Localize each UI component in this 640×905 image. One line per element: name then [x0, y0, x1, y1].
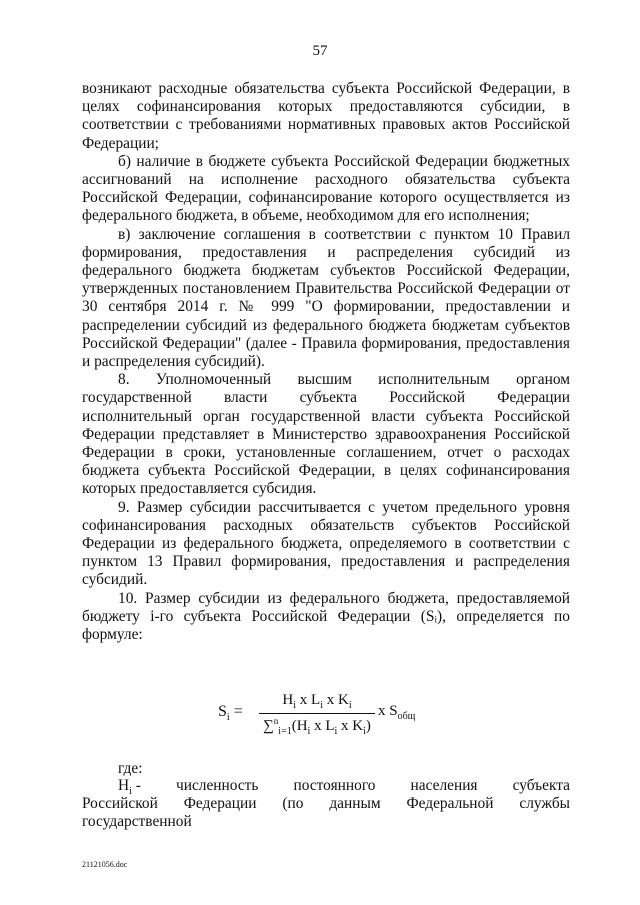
formula-denominator: $\sum^n_{i=1}(H_i$ x $L_i$ x $K_i$)	[263, 716, 371, 737]
paragraph: б) наличие в бюджете субъекта Российской Федерации бюджетных ассигнований на исполнение расходного обязательства субъекта Российской Федерации, софинансирование которого осуществляется из федерального бюджета, в объеме, необходимом для его исполнения;	[82, 152, 570, 225]
paragraph: 9. Размер субсидии рассчитывается с учетом предельного уровня софинансирования расходных обязательств субъектов Российской Федерации из федерального бюджета, определяемого в соответствии с пунктом 13 Правил формирования, предоставления и распределения субсидий.	[82, 498, 570, 589]
definition-word: субъекта	[512, 777, 570, 794]
formula-fraction	[259, 692, 375, 737]
formula-tail: x $S_{общ}$	[378, 703, 416, 722]
paragraph: 8. Уполномоченный высшим исполнительным органом государственной власти субъекта Российской Федерации исполнительный орган государственной власти субъекта Российской Федерации представляет в Министерство здравоохранения Российской Федерации в сроки, установленные соглашением, отчет о расходах бюджета субъекта Российской Федерации, в целях софинансирования которых предоставляется субсидия.	[82, 371, 570, 498]
footer-filename: 21121056.doc	[82, 860, 128, 869]
definition-word: населения	[410, 777, 478, 794]
paragraph: возникают расходные обязательства субъекта Российской Федерации, в целях софинансирования которых предоставляются субсидии, в соответствии с требованиями нормативных правовых актов Российской Федерации;	[82, 80, 570, 152]
where-label: где:	[118, 760, 143, 777]
definition-word: численность	[175, 777, 259, 794]
body-text	[82, 80, 570, 644]
definition-continuation: Российской Федерации (по данным Федеральной службы государственной	[82, 795, 570, 831]
fraction-bar	[259, 713, 375, 714]
formula-lhs: $S_i$ =	[218, 703, 243, 724]
formula-numerator: $H_i$ x $L_i$ x $K_i$	[282, 692, 352, 711]
definition-symbol: $H_i$ -	[118, 777, 141, 798]
paragraph: 10. Размер субсидии из федерального бюджета, предоставляемой бюджету i-го субъекта Российской Федерации (Sᵢ), определяется по формуле:	[82, 589, 570, 644]
definition-word: постоянного	[293, 777, 376, 794]
paragraph: в) заключение соглашения в соответствии с пунктом 10 Правил формирования, предоставления и распределения субсидий из федерального бюджета бюджетам субъектов Российской Федерации, утвержденных постановлением Правительства Российской Федерации от 30 сентября 2014 г. № 999 "О формировании, предоставлении и распределении субсидий из федерального бюджета бюджетам субъектов Российской Федерации" (далее - Правила формирования, предоставления и распределения субсидий).	[82, 225, 570, 371]
subsidy-formula	[0, 692, 640, 736]
page-number: 57	[312, 43, 328, 59]
